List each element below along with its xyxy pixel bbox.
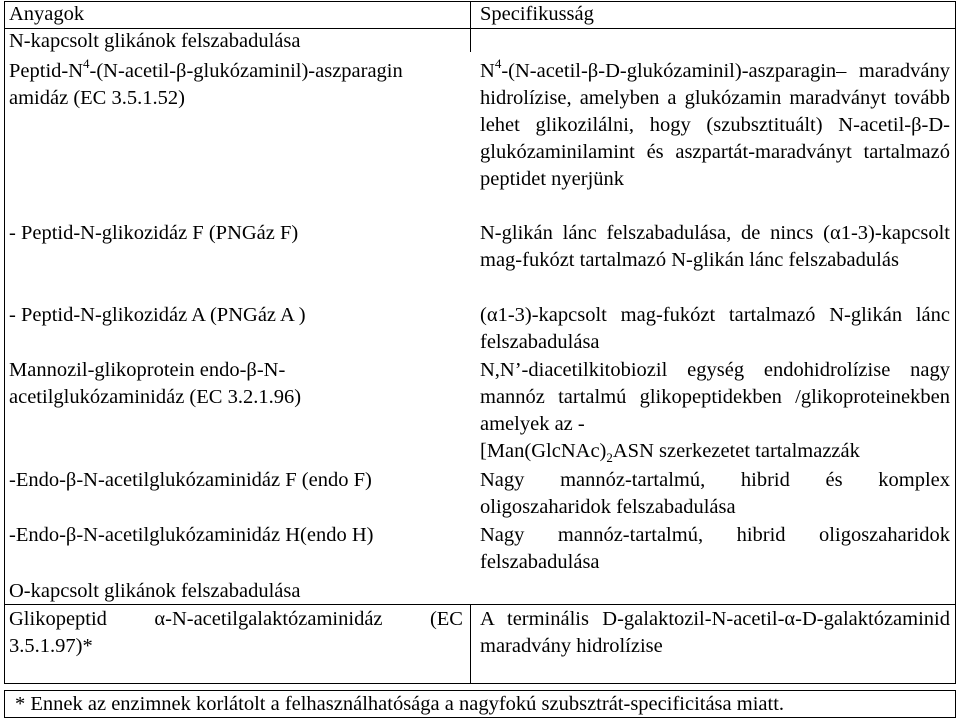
enzyme-endo-f-spec: Nagy mannóz-tartalmú, hibrid és komplex oligoszaharidok felszabadulása bbox=[480, 469, 950, 518]
enzyme-endo-h-spec: Nagy mannóz-tartalmú, hibrid oligoszaharidok felszabadulása bbox=[480, 524, 950, 573]
enzyme-endo-f: -Endo-β-N-acetilglukózaminidáz F (endo F) bbox=[9, 469, 372, 491]
enzyme-endo-h: -Endo-β-N-acetilglukózaminidáz H(endo H) bbox=[9, 524, 374, 546]
enzyme-pngase-f: - Peptid-N-glikozidáz F (PNGáz F) bbox=[9, 222, 299, 244]
enzyme-galnac-spec: A terminális D-galaktozil-N-acetil-α-D-galaktózaminid maradvány hidrolízise bbox=[480, 608, 950, 657]
enzyme-endo-name-1: Mannozil-glikoprotein endo-β-N- bbox=[9, 359, 286, 381]
header-materials: Anyagok bbox=[9, 3, 85, 25]
section-n-linked: N-kapcsolt glikánok felszabadulása bbox=[9, 30, 301, 52]
enzyme-pngase-ec: amidáz (EC 3.5.1.52) bbox=[9, 87, 185, 109]
column-divider bbox=[470, 1, 471, 52]
enzyme-endo-name-2: acetilglukózaminidáz (EC 3.2.1.96) bbox=[9, 386, 302, 408]
header-specificity: Specifikusság bbox=[480, 3, 594, 25]
section-o-linked: O-kapcsolt glikánok felszabadulása bbox=[9, 580, 301, 602]
enzyme-pngase-name: Peptid-$N^4-(N-acetil-\beta-glukózaminil)$-aszparagin bbox=[9, 56, 403, 82]
enzyme-endo-spec: N,N’-diacetilkitobiozil egység endohidrolízise nagy mannóz tartalmú glikopeptidekben /glikoproteinekben amelyek az - [$Man(GlcNAc)_2ASN$ szerkezetet tartalmazzák bbox=[480, 359, 950, 465]
enzyme-galnac-name-2: 3.5.1.97)* bbox=[9, 635, 93, 657]
enzyme-pngase-spec: $N^4-(N-acetil-\beta-D-glukózaminil)-aszparagin-$ maradvány hidrolízise, amelyben a glukózamin maradványt tovább lehet glikozilálni, hogy (szubsztituált) N-acetil-β-D-glukózaminilamint és aszpartát-maradványt tartalmazó peptidet nyerjünk bbox=[480, 56, 950, 190]
footnote: * Ennek az enzimnek korlátolt a felhasználhatósága a nagyfokú szubsztrát-specificitása miatt. bbox=[15, 693, 785, 715]
enzyme-pngase-a: - Peptid-N-glikozidáz A (PNGáz A ) bbox=[9, 304, 306, 326]
footnote-box bbox=[4, 690, 956, 718]
enzyme-pngase-f-spec: N-glikán lánc felszabadulása, de nincs (α1-3)-kapcsolt mag-fukózt tartalmazó N-glikán lánc felszabadulás bbox=[480, 222, 950, 271]
enzyme-galnac-name-1: Glikopeptid α-N-acetilgalaktózaminidáz (EC bbox=[9, 608, 463, 630]
column-divider bbox=[470, 605, 471, 684]
enzyme-pngase-a-spec: (α1-3)-kapcsolt mag-fukózt tartalmazó N-glikán lánc felszabadulása bbox=[480, 304, 950, 353]
